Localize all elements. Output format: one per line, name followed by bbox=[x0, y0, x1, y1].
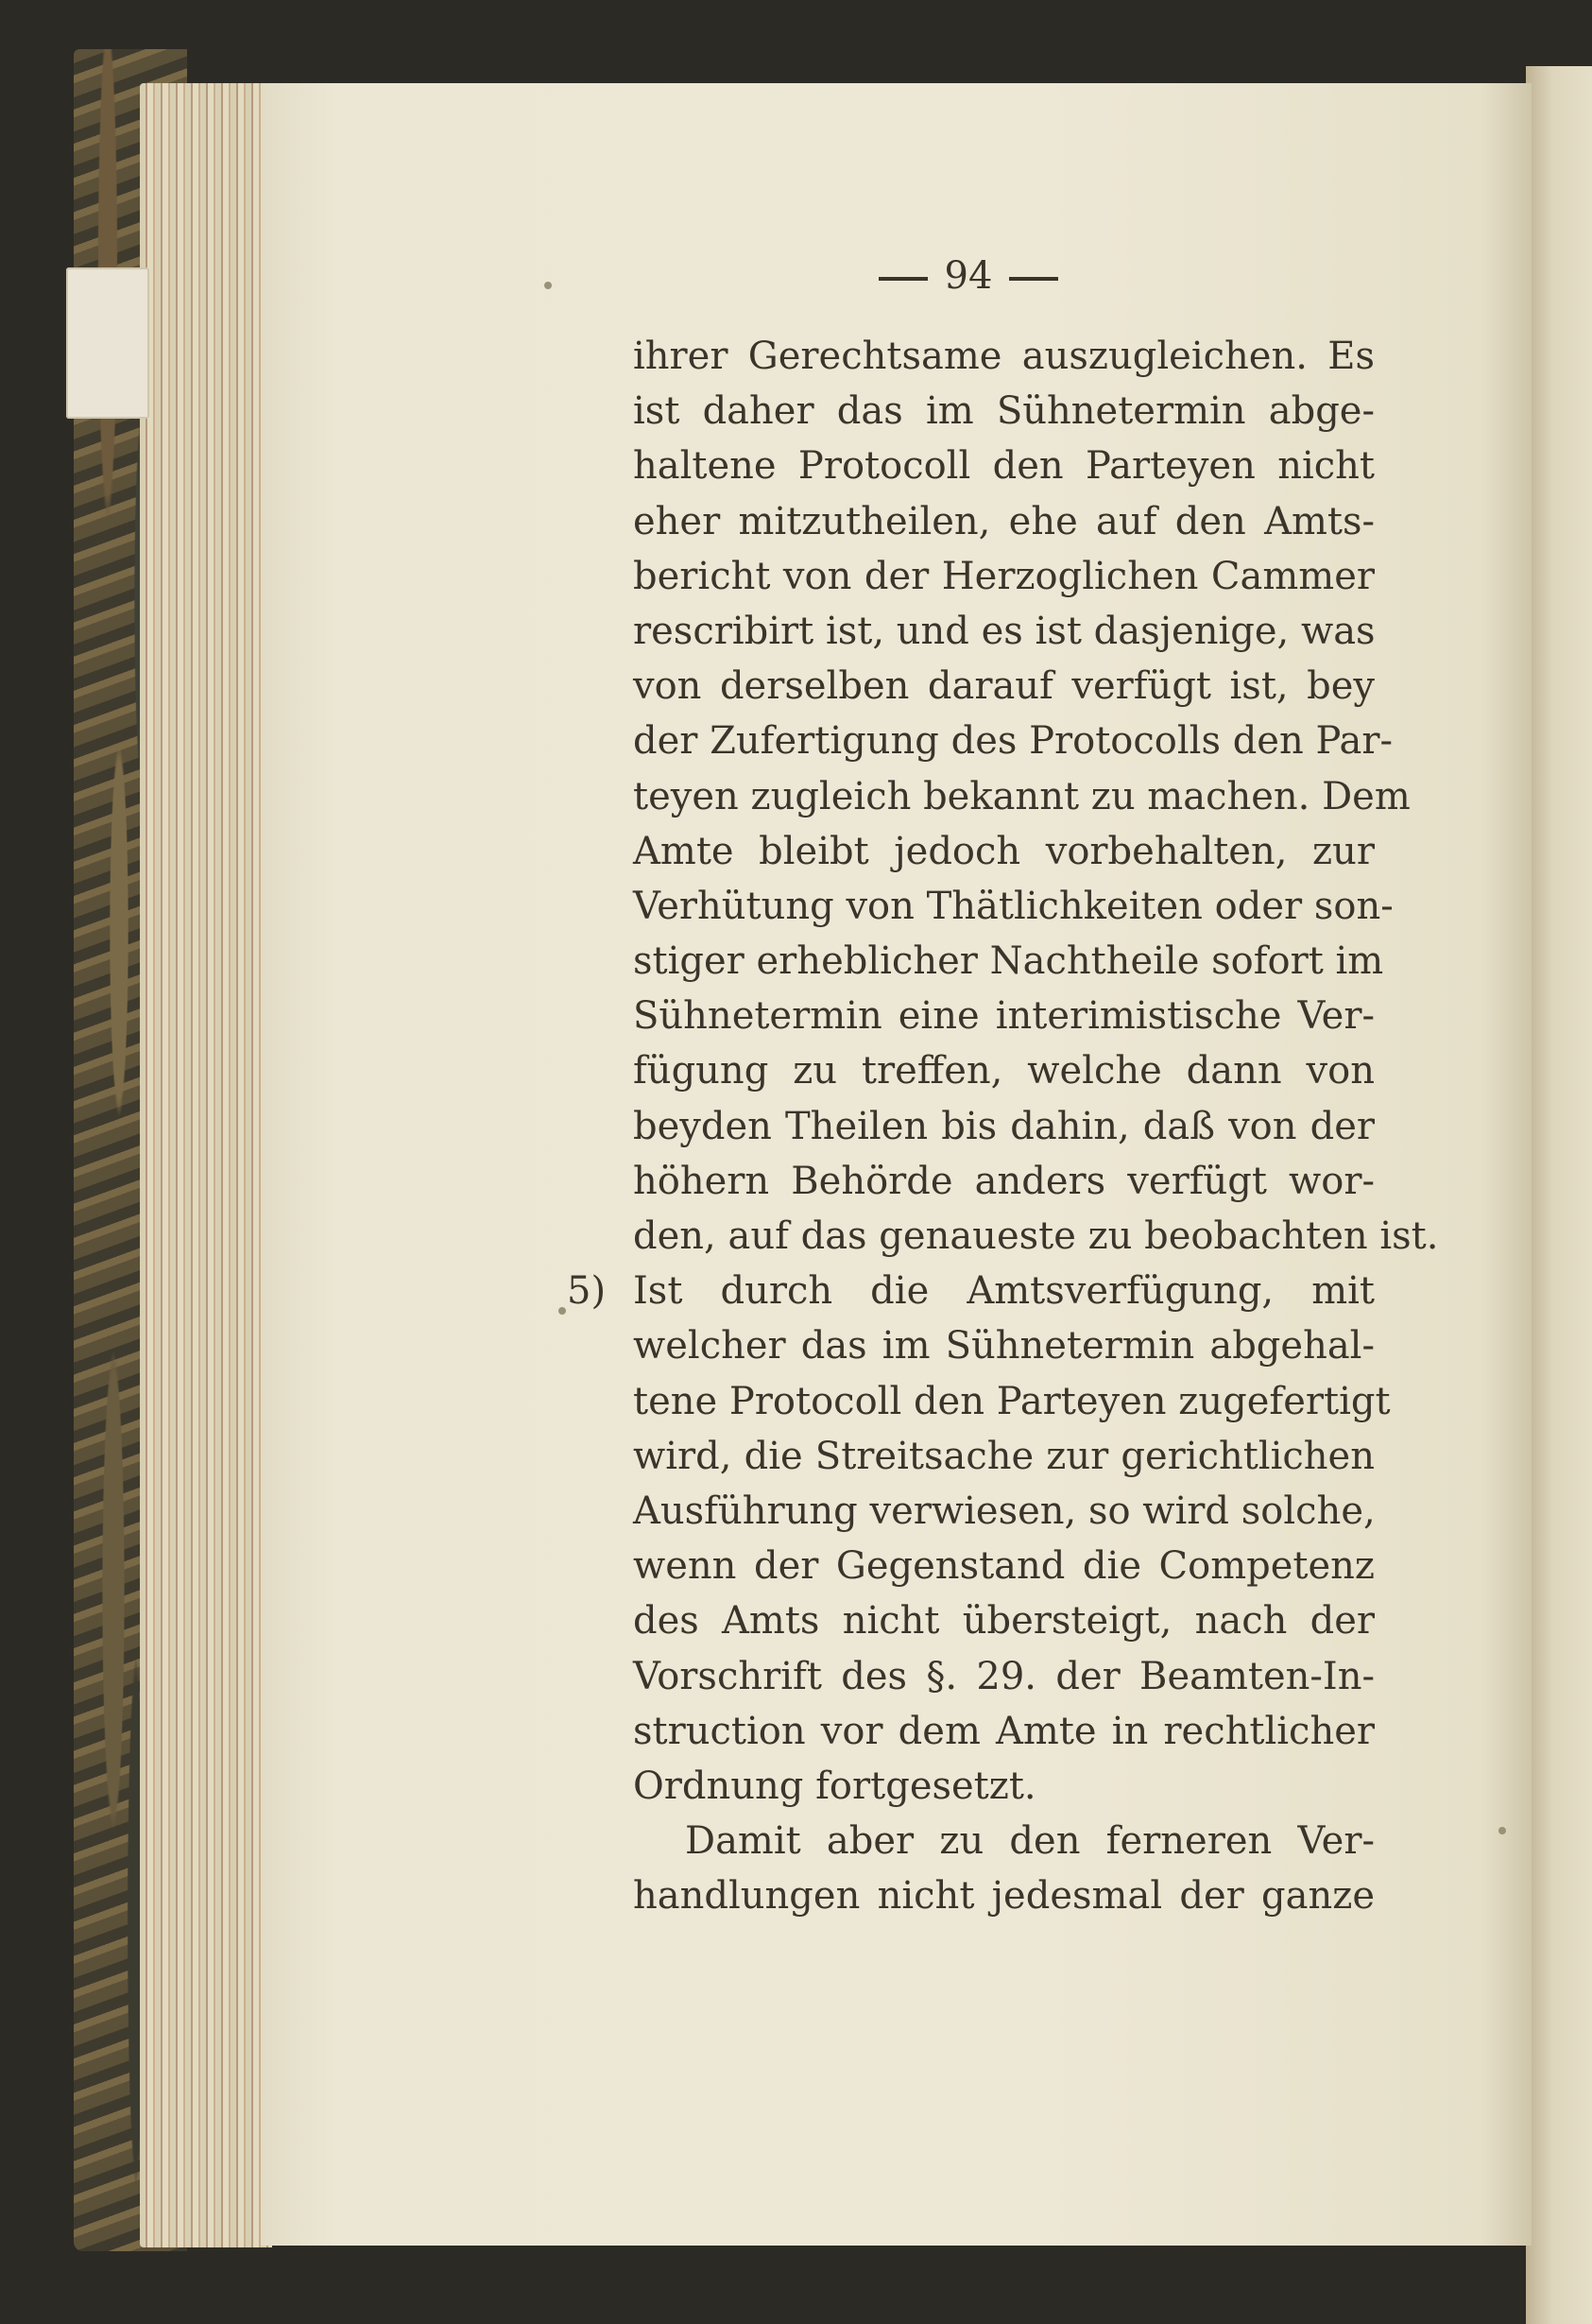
text-line: bericht von der Herzoglichen Cammer bbox=[633, 554, 1375, 598]
text-line: haltene Protocoll den Parteyen nicht bbox=[633, 444, 1375, 489]
paper-speck bbox=[558, 1307, 566, 1315]
paper-speck bbox=[1498, 1827, 1506, 1834]
text-line: des Amts nicht übersteigt, nach der bbox=[633, 1599, 1375, 1644]
text-line: den, auf das genaueste zu beobachten ist. bbox=[633, 1214, 1439, 1258]
header-dash bbox=[1009, 277, 1058, 281]
text-line: eher mitzutheilen, ehe auf den Amts- bbox=[633, 499, 1375, 543]
text-line: höhern Behörde anders verfügt wor- bbox=[633, 1159, 1375, 1203]
text-line: handlungen nicht jedesmal der ganze bbox=[633, 1874, 1375, 1919]
text-line: rescribirt ist, und es ist dasjenige, was bbox=[633, 609, 1376, 653]
header-dash bbox=[879, 277, 928, 281]
text-line: wird, die Streitsache zur gerichtlichen bbox=[633, 1434, 1375, 1478]
text-line: Damit aber zu den ferneren Ver- bbox=[685, 1819, 1375, 1864]
text-line: beyden Theilen bis dahin, daß von der bbox=[633, 1104, 1375, 1148]
item-number: 5) bbox=[567, 1269, 607, 1314]
text-line: von derselben darauf verfügt ist, bey bbox=[633, 664, 1375, 709]
page-edges bbox=[140, 83, 272, 2247]
text-line: Vorschrift des §. 29. der Beamten-In- bbox=[633, 1654, 1375, 1698]
numbered-text-line: 5) Ist durch die Amtsverfügung, mit bbox=[567, 1264, 1375, 1318]
text-line: wenn der Gegenstand die Competenz bbox=[633, 1544, 1375, 1589]
text-line: Amte bleibt jedoch vorbehalten, zur bbox=[633, 829, 1375, 873]
facing-page-edge bbox=[1526, 66, 1592, 2324]
bookmark-ribbon bbox=[66, 267, 149, 419]
text-line: ihrer Gerechtsame auszugleichen. Es bbox=[633, 335, 1375, 378]
text-line: stiger erheblicher Nachtheile sofort im bbox=[633, 939, 1384, 984]
text-line: Ausführung verwiesen, so wird solche, bbox=[633, 1489, 1376, 1533]
text-line: fügung zu treffen, welche dann von bbox=[633, 1049, 1375, 1093]
paper-speck bbox=[544, 282, 552, 289]
text-line: Ordnung fortgesetzt. bbox=[633, 1764, 1036, 1808]
text-line: tene Protocoll den Parteyen zugefertigt bbox=[633, 1379, 1391, 1423]
page-header bbox=[831, 248, 1105, 304]
text-line: Verhütung von Thätlichkeiten oder son- bbox=[633, 884, 1394, 928]
text-line: Sühnetermin eine interimistische Ver- bbox=[633, 994, 1375, 1039]
text-line: ist daher das im Sühnetermin abge- bbox=[633, 389, 1375, 434]
page-number: 94 bbox=[944, 254, 993, 298]
text-line: der Zufertigung des Protocolls den Par- bbox=[633, 719, 1394, 764]
text-line: welcher das im Sühnetermin abgehal- bbox=[633, 1324, 1375, 1369]
text-line: struction vor dem Amte in rechtlicher bbox=[633, 1709, 1375, 1753]
body-text bbox=[567, 329, 1439, 1923]
text-line: teyen zugleich bekannt zu machen. Dem bbox=[633, 774, 1411, 818]
